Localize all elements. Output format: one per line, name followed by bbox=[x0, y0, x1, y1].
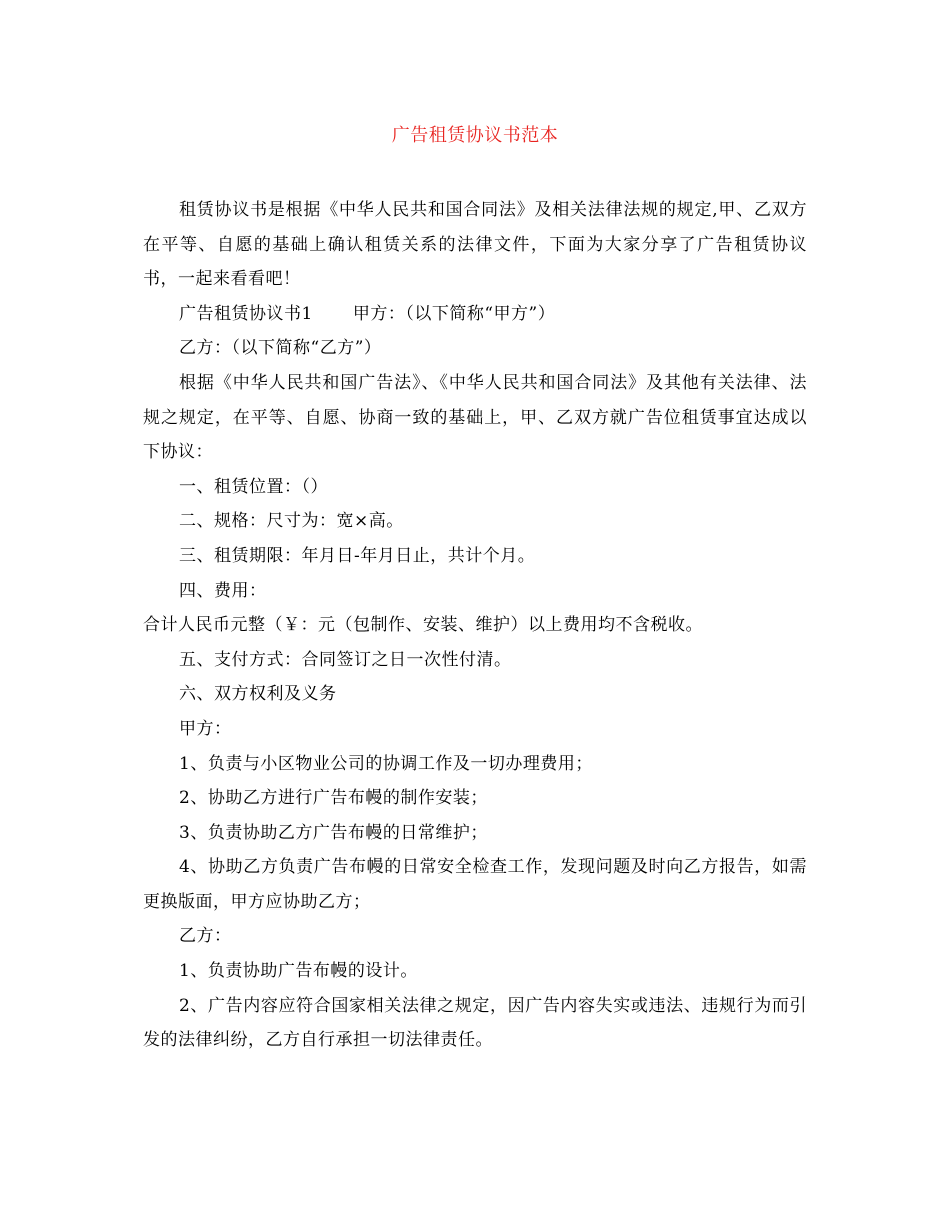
clause-term: 三、租赁期限：年月日-年月日止，共计个月。 bbox=[179, 545, 536, 566]
agreement-label: 广告租赁协议书1 bbox=[179, 303, 313, 324]
party-a-heading: 甲方： bbox=[179, 718, 232, 739]
document-title: 广告租赁协议书范本 bbox=[391, 125, 559, 146]
clause-fee: 四、费用： bbox=[179, 580, 267, 601]
party-b-line: 乙方：（以下简称“乙方”） bbox=[179, 338, 382, 359]
clause-payment: 五、支付方式：合同签订之日一次性付清。 bbox=[179, 649, 512, 670]
party-b-duty-2: 2、广告内容应符合国家相关法律之规定，因广告内容失实或违法、违规行为而引发的法律纠纷，乙方自行承担一切法律责任。 bbox=[143, 995, 807, 1051]
party-a-duty-1: 1、负责与小区物业公司的协调工作及一切办理费用； bbox=[179, 753, 593, 774]
clause-size: 二、规格：尺寸为：宽×高。 bbox=[179, 511, 404, 532]
agreement-header-line bbox=[143, 297, 807, 332]
document-body bbox=[143, 193, 807, 1058]
party-a-line: 甲方：（以下简称“甲方”） bbox=[352, 303, 556, 324]
clause-fee-total: 合计人民币元整（￥：元（包制作、安装、维护）以上费用均不含税收。 bbox=[143, 615, 703, 636]
clause-location: 一、租赁位置：（） bbox=[179, 476, 328, 497]
party-b-duty-1: 1、负责协助广告布幔的设计。 bbox=[179, 961, 418, 982]
preamble-paragraph: 根据《中华人民共和国广告法》、《中华人民共和国合同法》及其他有关法律、法规之规定，在平等、自愿、协商一致的基础上，甲、乙双方就广告位租赁事宜达成以下协议： bbox=[143, 372, 807, 463]
party-a-duty-4: 4、协助乙方负责广告布幔的日常安全检查工作，发现问题及时向乙方报告，如需更换版面，甲方应协助乙方； bbox=[143, 857, 807, 912]
party-a-duty-2: 2、协助乙方进行广告布幔的制作安装； bbox=[179, 788, 488, 809]
party-a-duty-3: 3、负责协助乙方广告布幔的日常维护； bbox=[179, 822, 488, 843]
clause-rights: 六、双方权利及义务 bbox=[179, 684, 337, 705]
party-b-heading: 乙方： bbox=[179, 926, 232, 947]
intro-paragraph: 租赁协议书是根据《中华人民共和国合同法》及相关法律法规的规定,甲、乙双方在平等、自愿的基础上确认租赁关系的法律文件，下面为大家分享了广告租赁协议书，一起来看看吧！ bbox=[143, 200, 807, 290]
